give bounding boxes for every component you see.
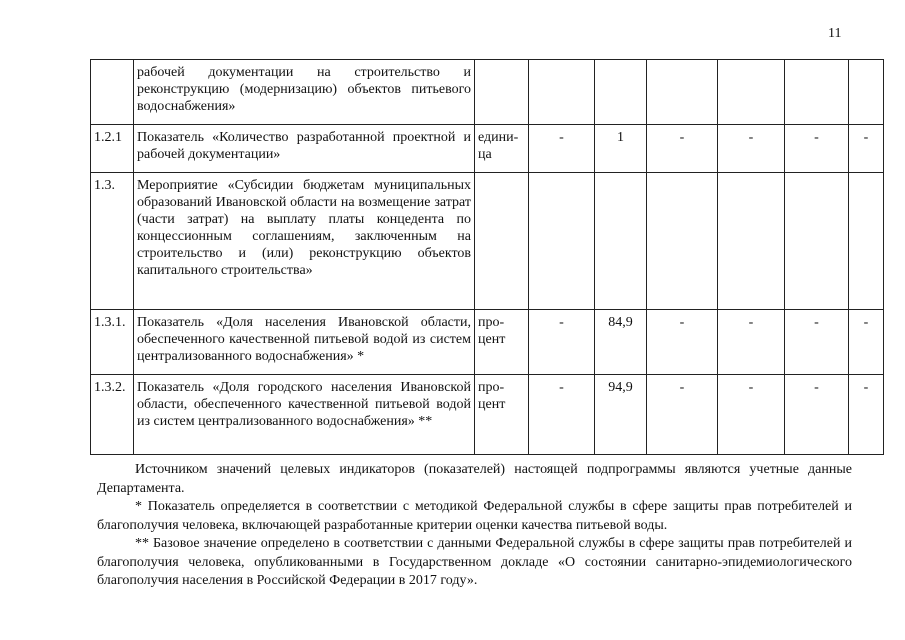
value-cell: - [849, 375, 884, 455]
value-cell: 94,9 [595, 375, 647, 455]
value-cell: - [785, 125, 849, 173]
row-name: Показатель «Количество разработанной проектной и рабочей документации» [134, 125, 475, 173]
row-name: Мероприятие «Субсидии бюджетам муниципальных образований Ивановской области на возмещение затрат (части затрат) на выплату платы концедента по концессионным соглашениям, заключенным на строительство и (или) реконструкцию объектов капитального строительства» [134, 173, 475, 310]
row-number: 1.2.1 [91, 125, 134, 173]
row-name: Показатель «Доля городского населения Ивановской области, обеспеченного качественной питьевой водой из систем централизованного водоснабжения» ** [134, 375, 475, 455]
value-cell: - [718, 375, 785, 455]
value-cell: - [718, 310, 785, 375]
value-cell: - [785, 375, 849, 455]
value-cell: - [849, 125, 884, 173]
value-cell: - [647, 375, 718, 455]
table-row [91, 375, 884, 455]
row-number: 1.3. [91, 173, 134, 310]
value-cell: - [529, 375, 595, 455]
value-cell: 1 [595, 125, 647, 173]
value-cell [718, 173, 785, 310]
value-cell [785, 60, 849, 125]
indicators-table [90, 59, 884, 455]
value-cell: 84,9 [595, 310, 647, 375]
value-cell [595, 173, 647, 310]
value-cell [595, 60, 647, 125]
table-row [91, 310, 884, 375]
row-number: 1.3.2. [91, 375, 134, 455]
value-cell [647, 60, 718, 125]
row-number: 1.3.1. [91, 310, 134, 375]
notes-block [97, 461, 852, 591]
row-unit [475, 60, 529, 125]
value-cell: - [785, 310, 849, 375]
value-cell: - [718, 125, 785, 173]
page-number: 11 [828, 26, 842, 41]
value-cell: - [849, 310, 884, 375]
value-cell [529, 173, 595, 310]
value-cell: - [529, 125, 595, 173]
footnote-single-asterisk: * Показатель определяется в соответствии с методикой Федеральной службы в сфере защиты прав потребителей и благополучия человека, включающей разработанные критерии оценки качества питьевой воды. [97, 499, 852, 533]
value-cell: - [529, 310, 595, 375]
value-cell [849, 173, 884, 310]
row-unit: про-цент [475, 310, 529, 375]
source-note: Источником значений целевых индикаторов (показателей) настоящей подпрограммы являются учетные данные Департамента. [97, 462, 852, 496]
row-name: рабочей документации на строительство и реконструкцию (модернизацию) объектов питьевого водоснабжения» [134, 60, 475, 125]
value-cell [849, 60, 884, 125]
table-row [91, 60, 884, 125]
value-cell: - [647, 125, 718, 173]
value-cell [718, 60, 785, 125]
row-unit: едини-ца [475, 125, 529, 173]
row-unit: про-цент [475, 375, 529, 455]
value-cell [785, 173, 849, 310]
row-name: Показатель «Доля населения Ивановской области, обеспеченного качественной питьевой водой из систем централизованного водоснабжения» * [134, 310, 475, 375]
row-unit [475, 173, 529, 310]
value-cell [647, 173, 718, 310]
row-number [91, 60, 134, 125]
value-cell: - [647, 310, 718, 375]
footnote-double-asterisk: ** Базовое значение определено в соответствии с данными Федеральной службы в сфере защиты прав потребителей и благополучия человека, опубликованными в Государственном докладе «О состоянии санитарно-эпидемиологического благополучия населения в Российской Федерации в 2017 году». [97, 536, 852, 588]
table-row [91, 173, 884, 310]
value-cell [529, 60, 595, 125]
table-row [91, 125, 884, 173]
